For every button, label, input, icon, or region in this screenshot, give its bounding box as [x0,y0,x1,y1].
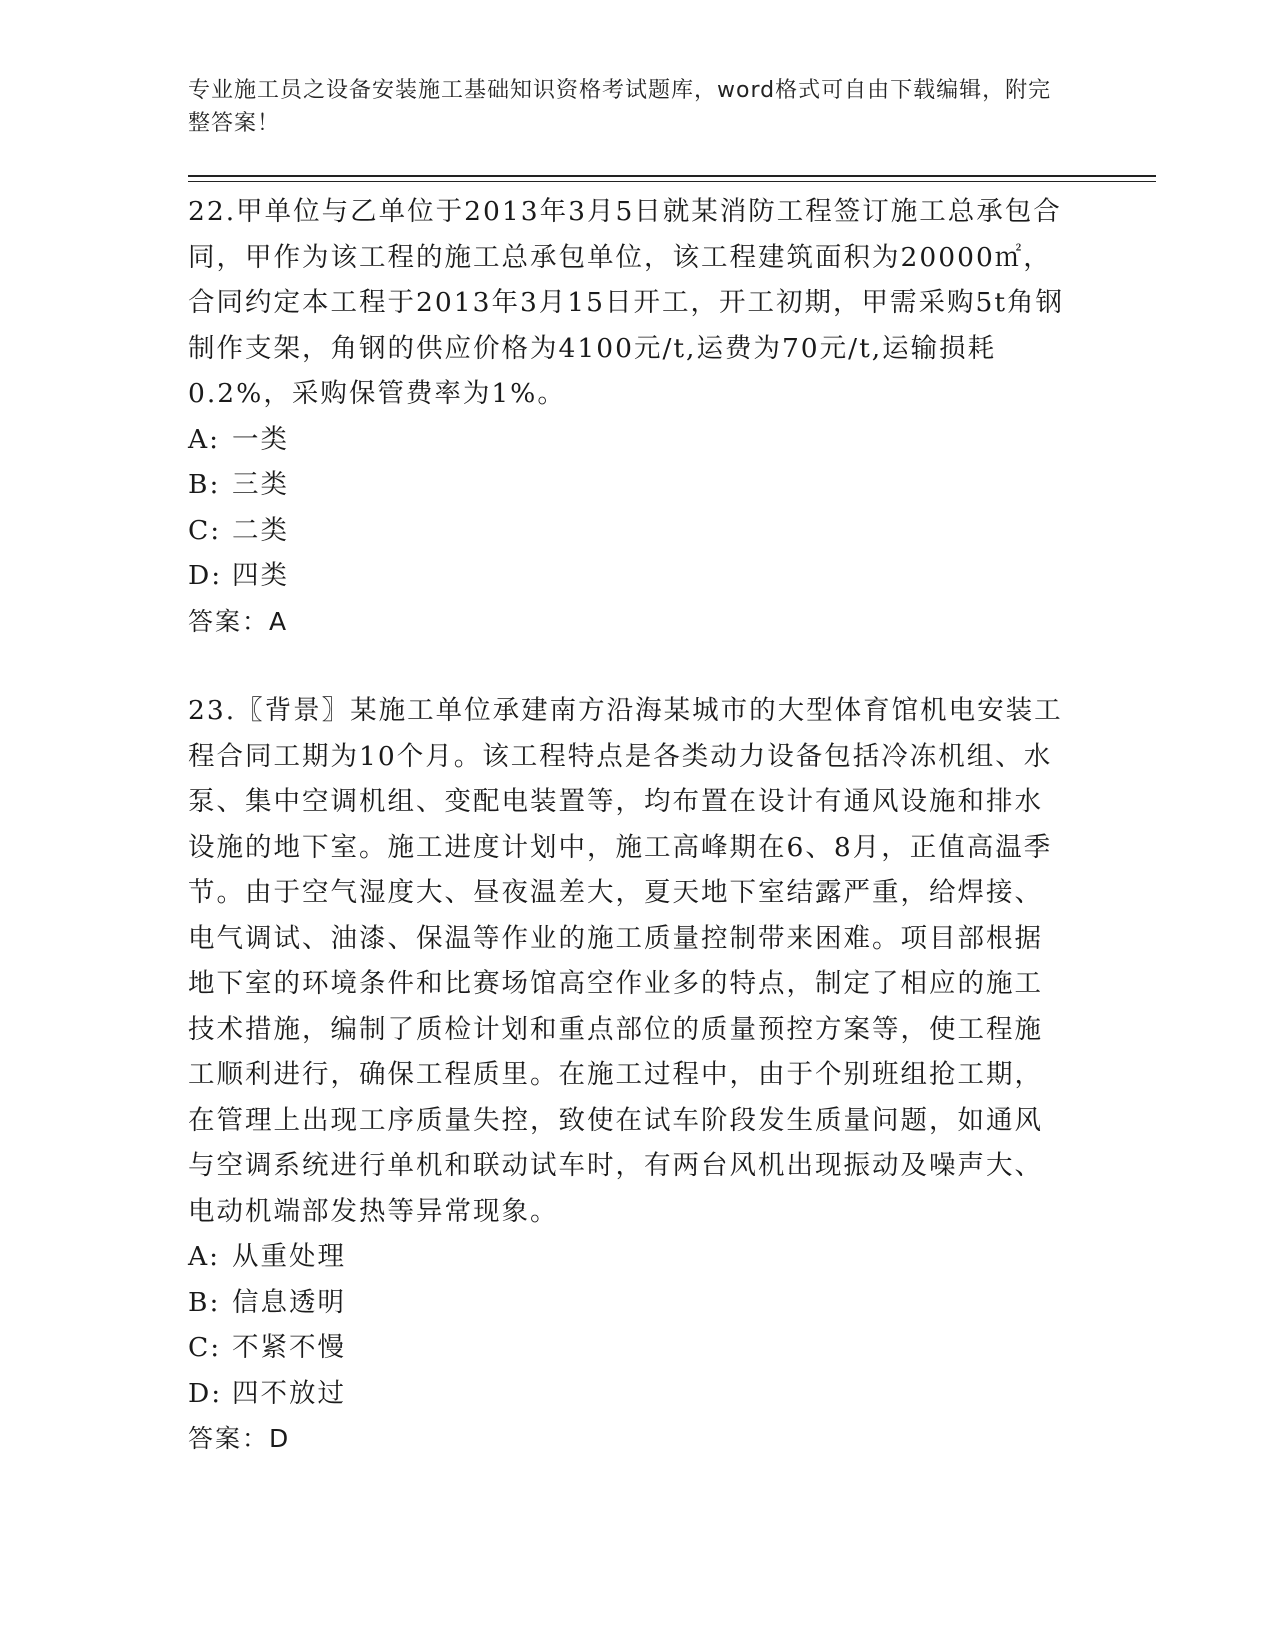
option-text: 一类 [232,423,289,455]
answer-line: 答案：D [188,1424,291,1453]
option-key: A: [188,423,221,455]
option-key: B: [188,469,221,500]
option-d [188,553,1068,599]
option-a [188,1234,1068,1280]
option-key: C: [188,514,222,546]
option-key: D: [188,560,223,591]
option-d [188,1371,1068,1417]
header-divider-thick [188,175,1156,177]
option-key: D: [188,1377,223,1409]
question-23 [188,688,1068,1462]
option-text: 四类 [232,560,289,591]
option-text: 从重处理 [232,1241,346,1272]
option-a [188,417,1068,463]
option-c [188,508,1068,554]
option-text: 不紧不慢 [232,1332,346,1363]
option-b [188,1280,1068,1326]
answer-line: 答案：A [188,606,289,636]
question-stem: 22.甲单位与乙单位于2013年3月5日就某消防工程签订施工总承包合同，甲作为该工程的施工总承包单位，该工程建筑面积为20000㎡，合同约定本工程于2013年3月15日开工，开工初期，甲需采购5t角钢制作支架，角钢的供应价格为4100元/t,运费为70元/t,运输损耗0.2%，采购保管费率为1%。 [188,196,1065,409]
option-c [188,1325,1068,1371]
option-text: 四不放过 [232,1377,346,1409]
document-header: 专业施工员之设备安装施工基础知识资格考试题库，word格式可自由下载编辑，附完整答案！ [188,78,1052,136]
header-divider-thin [188,181,1156,182]
option-key: A: [188,1241,221,1272]
option-text: 信息透明 [232,1286,346,1318]
option-b [188,462,1068,508]
option-text: 二类 [232,514,289,546]
question-stem: 23.〖背景〗某施工单位承建南方沿海某城市的大型体育馆机电安装工程合同工期为10个月。该工程特点是各类动力设备包括冷冻机组、水泵、集中空调机组、变配电装置等，均布置在设计有通风设施和排水设施的地下室。施工进度计划中，施工高峰期在6、8月，正值高温季节。由于空气湿度大、昼夜温差大，夏天地下室结露严重，给焊接、电气调试、油漆、保温等作业的施工质量控制带来困难。项目部根据地下室的环境条件和比赛场馆高空作业多的特点，制定了相应的施工技术措施，编制了质检计划和重点部位的质量预控方案等，使工程施工顺利进行，确保工程质里。在施工过程中，由于个别班组抢工期，在管理上出现工序质量失控，致使在试车阶段发生质量问题，如通风与空调系统进行单机和联动试车时，有两台风机出现振动及噪声大、电动机端部发热等异常现象。 [188,695,1063,1227]
option-key: B: [188,1286,221,1318]
option-key: C: [188,1332,222,1363]
question-22 [188,189,1068,644]
option-text: 三类 [232,469,289,500]
